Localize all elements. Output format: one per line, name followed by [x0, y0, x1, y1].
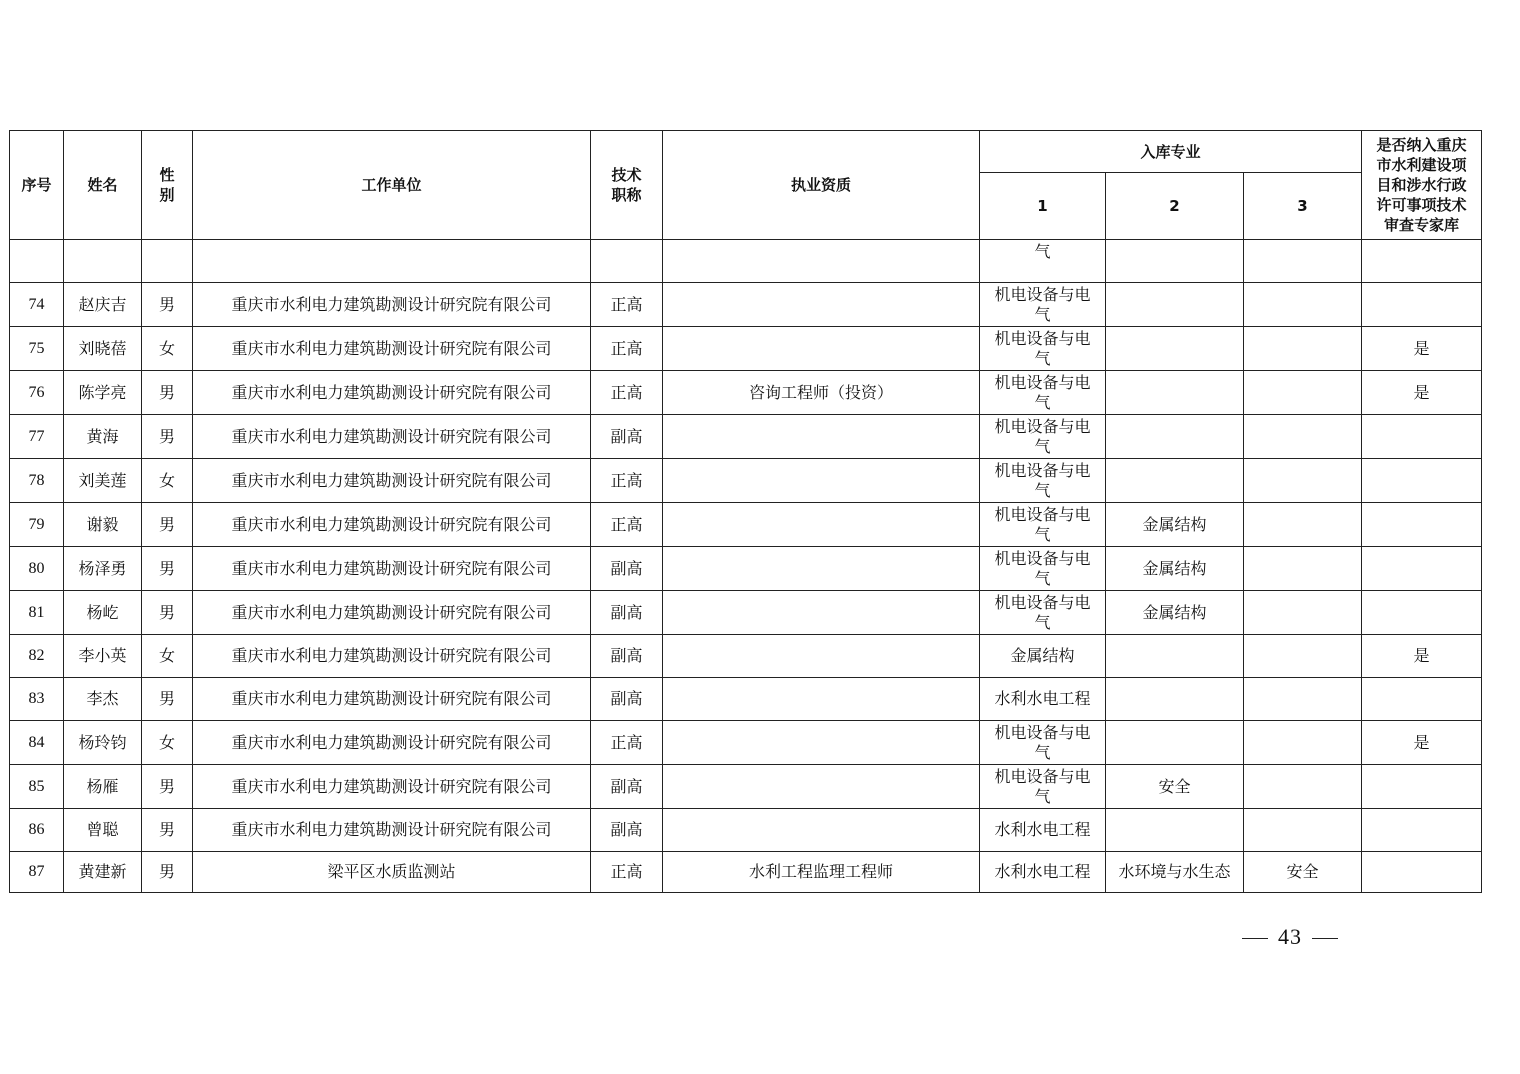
cell-gender: 男 — [142, 765, 193, 809]
cell-spec3 — [1244, 635, 1362, 678]
cell-spec3 — [1244, 415, 1362, 459]
cell-name: 陈学亮 — [64, 371, 142, 415]
cell-title: 副高 — [591, 415, 663, 459]
cell-spec1 — [980, 415, 1106, 459]
header-seq: 序号 — [10, 131, 64, 240]
cell-gender: 男 — [142, 283, 193, 327]
cell-spec1 — [980, 547, 1106, 591]
cell-name: 李小英 — [64, 635, 142, 678]
cell-spec3 — [1244, 547, 1362, 591]
cell-gender: 女 — [142, 635, 193, 678]
cell-spec1: 气 — [980, 240, 1106, 283]
cell-spec1-text: 机电设备与电气 — [994, 592, 1091, 632]
cell-spec1-text: 机电设备与电气 — [994, 284, 1091, 324]
cell-qualification — [663, 547, 980, 591]
cell-seq: 75 — [10, 327, 64, 371]
cell-gender: 男 — [142, 678, 193, 721]
cell-spec2 — [1106, 809, 1244, 852]
cell-expert — [1362, 415, 1482, 459]
cell-expert: 是 — [1362, 327, 1482, 371]
header-unit: 工作单位 — [193, 131, 591, 240]
cell-title: 正高 — [591, 283, 663, 327]
cell-gender — [142, 240, 193, 283]
table-row — [10, 765, 1482, 809]
table-row — [10, 591, 1482, 635]
table-row — [10, 283, 1482, 327]
cell-spec1-text: 机电设备与电气 — [994, 328, 1091, 368]
cell-title: 正高 — [591, 459, 663, 503]
cell-title: 副高 — [591, 765, 663, 809]
header-expert — [1362, 131, 1482, 240]
cell-title: 正高 — [591, 721, 663, 765]
cell-unit: 重庆市水利电力建筑勘测设计研究院有限公司 — [193, 809, 591, 852]
cell-spec3 — [1244, 240, 1362, 283]
cell-unit: 重庆市水利电力建筑勘测设计研究院有限公司 — [193, 591, 591, 635]
cell-spec1 — [980, 765, 1106, 809]
cell-seq: 79 — [10, 503, 64, 547]
cell-spec1 — [980, 721, 1106, 765]
cell-unit: 重庆市水利电力建筑勘测设计研究院有限公司 — [193, 283, 591, 327]
cell-spec3 — [1244, 371, 1362, 415]
cell-spec1-text: 机电设备与电气 — [994, 722, 1091, 762]
cell-qualification — [663, 240, 980, 283]
cell-name: 李杰 — [64, 678, 142, 721]
cell-spec3 — [1244, 327, 1362, 371]
cell-spec1 — [980, 459, 1106, 503]
cell-unit: 重庆市水利电力建筑勘测设计研究院有限公司 — [193, 459, 591, 503]
cell-unit: 重庆市水利电力建筑勘测设计研究院有限公司 — [193, 371, 591, 415]
cell-qualification — [663, 765, 980, 809]
cell-spec3 — [1244, 591, 1362, 635]
cell-expert: 是 — [1362, 635, 1482, 678]
header-gender-text: 性别 — [159, 166, 175, 204]
table-row — [10, 459, 1482, 503]
cell-seq: 85 — [10, 765, 64, 809]
cell-unit: 重庆市水利电力建筑勘测设计研究院有限公司 — [193, 635, 591, 678]
cell-qualification — [663, 415, 980, 459]
cell-title: 正高 — [591, 852, 663, 893]
cell-expert — [1362, 240, 1482, 283]
header-spec1: 1 — [980, 173, 1106, 240]
page-dash-right — [1312, 938, 1338, 939]
cell-spec1 — [980, 591, 1106, 635]
cell-gender: 男 — [142, 371, 193, 415]
cell-title: 副高 — [591, 547, 663, 591]
header-gender — [142, 131, 193, 240]
cell-seq — [10, 240, 64, 283]
cell-qualification — [663, 721, 980, 765]
cell-qualification — [663, 809, 980, 852]
cell-spec2 — [1106, 635, 1244, 678]
cell-name: 杨雁 — [64, 765, 142, 809]
cell-name: 刘美莲 — [64, 459, 142, 503]
cell-seq: 82 — [10, 635, 64, 678]
cell-qualification: 咨询工程师（投资） — [663, 371, 980, 415]
cell-seq: 81 — [10, 591, 64, 635]
cell-unit: 重庆市水利电力建筑勘测设计研究院有限公司 — [193, 678, 591, 721]
table-body — [10, 240, 1482, 893]
table-header — [10, 131, 1482, 240]
cell-title: 副高 — [591, 635, 663, 678]
cell-unit: 重庆市水利电力建筑勘测设计研究院有限公司 — [193, 503, 591, 547]
cell-expert — [1362, 591, 1482, 635]
cell-qualification — [663, 503, 980, 547]
cell-title — [591, 240, 663, 283]
cell-gender: 女 — [142, 327, 193, 371]
table-row — [10, 678, 1482, 721]
page-number-text: 43 — [1278, 924, 1302, 949]
cell-spec3 — [1244, 678, 1362, 721]
header-title-text: 技术职称 — [611, 166, 642, 204]
cell-seq: 83 — [10, 678, 64, 721]
cell-expert — [1362, 809, 1482, 852]
cell-seq: 78 — [10, 459, 64, 503]
cell-unit: 重庆市水利电力建筑勘测设计研究院有限公司 — [193, 765, 591, 809]
cell-seq: 76 — [10, 371, 64, 415]
header-specialty-group: 入库专业 — [980, 131, 1362, 173]
cell-seq: 74 — [10, 283, 64, 327]
cell-name — [64, 240, 142, 283]
page-dash-left — [1242, 938, 1268, 939]
cell-unit: 重庆市水利电力建筑勘测设计研究院有限公司 — [193, 327, 591, 371]
header-spec2: 2 — [1106, 173, 1244, 240]
cell-expert — [1362, 283, 1482, 327]
cell-spec2: 金属结构 — [1106, 503, 1244, 547]
cell-title: 副高 — [591, 678, 663, 721]
cell-spec2 — [1106, 327, 1244, 371]
cell-spec2 — [1106, 721, 1244, 765]
cell-name: 杨玲钧 — [64, 721, 142, 765]
cell-spec2 — [1106, 240, 1244, 283]
cell-spec3 — [1244, 721, 1362, 765]
page-number — [1232, 924, 1348, 950]
cell-gender: 男 — [142, 415, 193, 459]
cell-expert — [1362, 852, 1482, 893]
cell-expert: 是 — [1362, 371, 1482, 415]
carryover-row — [10, 240, 1482, 283]
cell-qualification — [663, 459, 980, 503]
cell-expert — [1362, 459, 1482, 503]
cell-unit: 重庆市水利电力建筑勘测设计研究院有限公司 — [193, 415, 591, 459]
table-row — [10, 503, 1482, 547]
header-name: 姓名 — [64, 131, 142, 240]
cell-gender: 男 — [142, 591, 193, 635]
header-expert-text: 是否纳入重庆市水利建设项目和涉水行政许可事项技术审查专家库 — [1376, 136, 1467, 234]
header-spec3: 3 — [1244, 173, 1362, 240]
cell-spec3 — [1244, 283, 1362, 327]
cell-spec1 — [980, 503, 1106, 547]
cell-expert — [1362, 547, 1482, 591]
table-row — [10, 327, 1482, 371]
cell-gender: 女 — [142, 721, 193, 765]
cell-spec3: 安全 — [1244, 852, 1362, 893]
cell-gender: 男 — [142, 503, 193, 547]
table-row — [10, 809, 1482, 852]
cell-qualification — [663, 635, 980, 678]
cell-name: 谢毅 — [64, 503, 142, 547]
header-title — [591, 131, 663, 240]
cell-spec1 — [980, 809, 1106, 852]
cell-spec1-text: 机电设备与电气 — [994, 372, 1091, 412]
cell-qualification — [663, 591, 980, 635]
cell-expert — [1362, 678, 1482, 721]
cell-gender: 男 — [142, 547, 193, 591]
cell-name: 曾聪 — [64, 809, 142, 852]
cell-seq: 77 — [10, 415, 64, 459]
cell-name: 赵庆吉 — [64, 283, 142, 327]
cell-spec1-text: 机电设备与电气 — [994, 504, 1091, 544]
cell-spec1 — [980, 852, 1106, 893]
cell-name: 杨泽勇 — [64, 547, 142, 591]
cell-qualification — [663, 678, 980, 721]
table-row — [10, 547, 1482, 591]
cell-gender: 女 — [142, 459, 193, 503]
cell-spec2: 金属结构 — [1106, 591, 1244, 635]
table-row — [10, 415, 1482, 459]
cell-spec2 — [1106, 283, 1244, 327]
cell-spec2 — [1106, 371, 1244, 415]
cell-name: 黄建新 — [64, 852, 142, 893]
cell-seq: 87 — [10, 852, 64, 893]
cell-spec1 — [980, 327, 1106, 371]
expert-table — [9, 130, 1482, 893]
cell-spec1-text: 机电设备与电气 — [994, 548, 1091, 588]
cell-spec1 — [980, 635, 1106, 678]
cell-expert — [1362, 765, 1482, 809]
header-qualification: 执业资质 — [663, 131, 980, 240]
cell-title: 正高 — [591, 327, 663, 371]
cell-spec2: 金属结构 — [1106, 547, 1244, 591]
cell-name: 杨屹 — [64, 591, 142, 635]
cell-seq: 84 — [10, 721, 64, 765]
cell-gender: 男 — [142, 852, 193, 893]
cell-seq: 86 — [10, 809, 64, 852]
cell-qualification — [663, 283, 980, 327]
cell-title: 副高 — [591, 809, 663, 852]
cell-unit: 重庆市水利电力建筑勘测设计研究院有限公司 — [193, 547, 591, 591]
cell-title: 正高 — [591, 503, 663, 547]
cell-spec1 — [980, 283, 1106, 327]
cell-expert — [1362, 503, 1482, 547]
cell-name: 刘晓蓓 — [64, 327, 142, 371]
table-row — [10, 852, 1482, 893]
cell-spec2: 安全 — [1106, 765, 1244, 809]
table-row — [10, 371, 1482, 415]
cell-qualification: 水利工程监理工程师 — [663, 852, 980, 893]
cell-spec1-text: 水利水电工程 — [994, 862, 1091, 881]
cell-spec2: 水环境与水生态 — [1106, 852, 1244, 893]
cell-spec3 — [1244, 459, 1362, 503]
cell-spec1-text: 机电设备与电气 — [994, 766, 1091, 806]
cell-spec1-text: 水利水电工程 — [994, 820, 1091, 839]
cell-spec2 — [1106, 459, 1244, 503]
cell-expert: 是 — [1362, 721, 1482, 765]
cell-unit: 重庆市水利电力建筑勘测设计研究院有限公司 — [193, 721, 591, 765]
cell-spec1-text: 水利水电工程 — [994, 689, 1091, 708]
cell-seq: 80 — [10, 547, 64, 591]
cell-title: 副高 — [591, 591, 663, 635]
cell-spec1 — [980, 678, 1106, 721]
cell-gender: 男 — [142, 809, 193, 852]
cell-spec1 — [980, 371, 1106, 415]
cell-unit: 梁平区水质监测站 — [193, 852, 591, 893]
cell-spec2 — [1106, 678, 1244, 721]
cell-unit — [193, 240, 591, 283]
cell-spec1-text: 机电设备与电气 — [994, 416, 1091, 456]
table-row — [10, 635, 1482, 678]
cell-spec1-text: 机电设备与电气 — [994, 460, 1091, 500]
cell-spec2 — [1106, 415, 1244, 459]
cell-spec3 — [1244, 765, 1362, 809]
cell-title: 正高 — [591, 371, 663, 415]
cell-name: 黄海 — [64, 415, 142, 459]
cell-spec3 — [1244, 503, 1362, 547]
cell-spec1-text: 金属结构 — [1010, 646, 1075, 665]
table-row — [10, 721, 1482, 765]
cell-qualification — [663, 327, 980, 371]
cell-spec3 — [1244, 809, 1362, 852]
